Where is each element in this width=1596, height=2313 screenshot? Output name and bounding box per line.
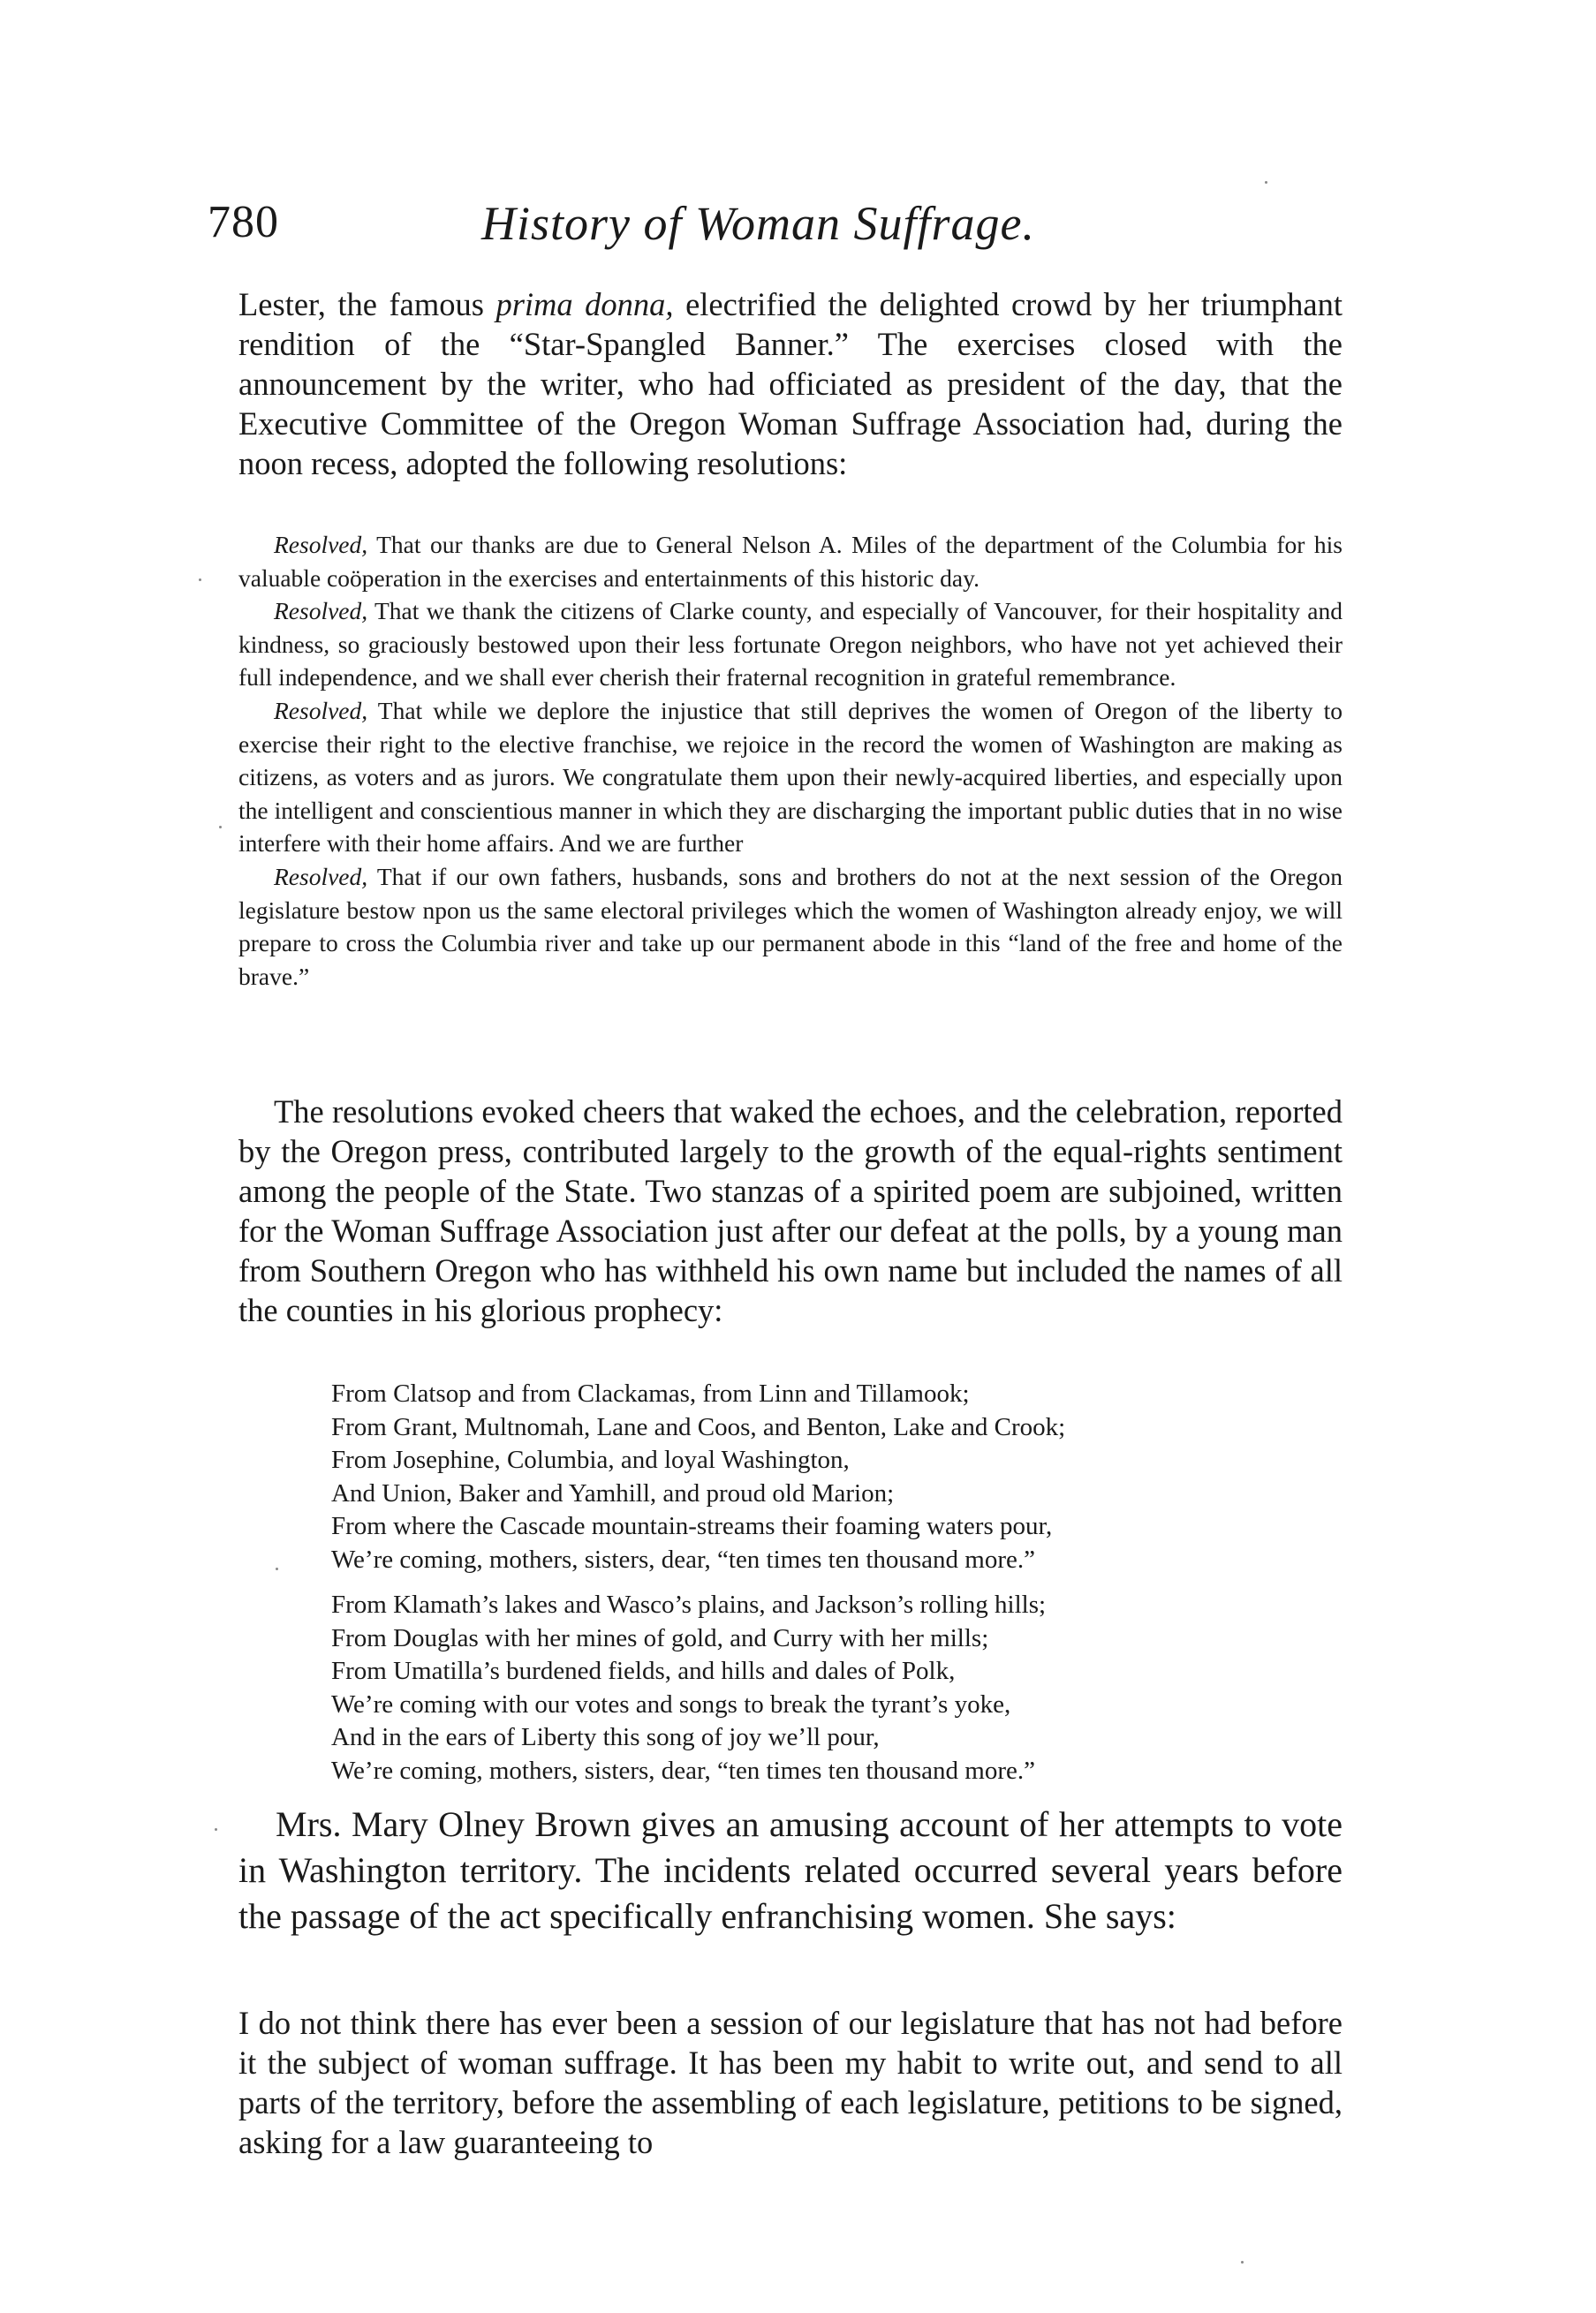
resolution-text: That our thanks are due to General Nelson A. Miles of the department of the Columbia for his valuable coöperation in the exercises and entertainments of this historic day.	[238, 531, 1343, 592]
paragraph-lead: Lester, the famous	[238, 286, 496, 322]
poem-line: And in the ears of Liberty this song of joy we’ll pour,	[331, 1723, 880, 1751]
resolution-4	[238, 860, 1343, 993]
poem-line: From Douglas with her mines of gold, and Curry with her mills;	[331, 1623, 989, 1652]
poem-line: We’re coming with our votes and songs to break the tyrant’s yoke,	[331, 1689, 1011, 1719]
page-number: 780	[208, 197, 279, 247]
paragraph-3: Mrs. Mary Olney Brown gives an amusing account of her attempts to vote in Washington territory. The incidents related occurred several years before the passage of the act specifically enfranchising women. She says:	[238, 1804, 1343, 1936]
resolved-label: Resolved,	[274, 862, 368, 890]
running-head	[208, 196, 1356, 267]
poem-line: We’re coming, mothers, sisters, dear, “ten times ten thousand more.”	[331, 1756, 1035, 1785]
resolutions-block	[238, 528, 1343, 993]
resolved-label: Resolved,	[274, 696, 368, 724]
paragraph-2: The resolutions evoked cheers that waked the echoes, and the celebration, reported by the Oregon press, contributed largely to the growth of the equal-rights sentiment among the people of the State. Two stanzas of a spirited poem are subjoined, written for the Woman Suffrage Association just after our defeat at the polls, by a young man from Southern Oregon who has withheld his own name but included the names of all the counties in his glorious prophecy:	[238, 1093, 1343, 1328]
poem	[331, 1378, 1065, 1788]
paragraph-4: I do not think there has ever been a session of our legislature that has not had before it the subject of woman suffrage. It has been my habit to write out, and send to all parts of the territory, before the assembling of each legislature, petitions to be signed, asking for a law guaranteeing to	[238, 2005, 1343, 2160]
poem-line: From Umatilla’s burdened fields, and hills and dales of Polk,	[331, 1657, 956, 1685]
brown-quote-paragraph	[238, 2003, 1343, 2162]
italic-phrase: prima donna,	[495, 286, 674, 322]
scan-speck	[276, 1568, 278, 1570]
resolution-text: That we thank the citizens of Clarke county, and especially of Vancouver, for their hospitality and kindness, so graciously bestowed upon their less fortunate Oregon neighbors, who have not yet achieved their full independence, and we shall ever cherish their fraternal recognition in grateful remembrance.	[238, 597, 1343, 692]
poem-line: From where the Cascade mountain-streams their foaming waters pour,	[331, 1512, 1053, 1540]
resolutions-aftermath-paragraph	[238, 1092, 1343, 1330]
scan-speck	[199, 578, 201, 581]
scan-speck	[215, 1828, 217, 1831]
opening-paragraph	[238, 284, 1343, 483]
paragraph-rest: electrified the delighted crowd by her triumphant rendition of the “Star-Spangled Banner.” The exercises closed with the announcement by the writer, who had officiated as president of the day, that the Executive Committee of the Oregon Woman Suffrage Association had, during the noon recess, adopted the following resolutions:	[238, 286, 1343, 481]
running-title: History of Woman Suffrage.	[481, 197, 1036, 250]
poem-line: From Josephine, Columbia, and loyal Washington,	[331, 1446, 850, 1474]
resolution-3	[238, 694, 1343, 860]
resolved-label: Resolved,	[274, 597, 368, 625]
poem-line: From Clatsop and from Clackamas, from Linn and Tillamook;	[331, 1379, 970, 1408]
resolved-label: Resolved,	[274, 531, 368, 558]
poem-line: From Klamath’s lakes and Wasco’s plains, and Jackson’s rolling hills;	[331, 1591, 1047, 1619]
poem-line: And Union, Baker and Yamhill, and proud old Marion;	[331, 1478, 895, 1508]
poem-stanza-2	[331, 1589, 1065, 1788]
scan-speck	[219, 826, 222, 828]
poem-line: From Grant, Multnomah, Lane and Coos, and Benton, Lake and Crook;	[331, 1412, 1066, 1441]
scan-speck	[1241, 2261, 1244, 2264]
scan-speck	[1265, 181, 1267, 184]
resolution-text: That if our own fathers, husbands, sons and brothers do not at the next session of the Oregon legislature bestow npon us the same electoral privileges which the women of Washington already enjoy, we will prepare to cross the Columbia river and take up our permanent abode in this “land of the free and home of the brave.”	[238, 862, 1343, 990]
resolution-1	[238, 528, 1343, 594]
poem-stanza-1	[331, 1378, 1065, 1576]
resolution-text: That while we deplore the injustice that still deprives the women of Oregon of the liberty to exercise their right to the elective franchise, we rejoice in the record the women of Washington are making as citizens, as voters and as jurors. We congratulate them upon their newly-acquired liberties, and especially upon the intelligent and conscientious manner in which they are discharging the important public duties that in no wise interfere with their home affairs. And we are further	[238, 696, 1343, 858]
stanza-gap	[331, 1576, 1065, 1589]
resolution-2	[238, 594, 1343, 694]
poem-line: We’re coming, mothers, sisters, dear, “ten times ten thousand more.”	[331, 1545, 1035, 1574]
brown-intro-paragraph	[238, 1802, 1343, 1939]
